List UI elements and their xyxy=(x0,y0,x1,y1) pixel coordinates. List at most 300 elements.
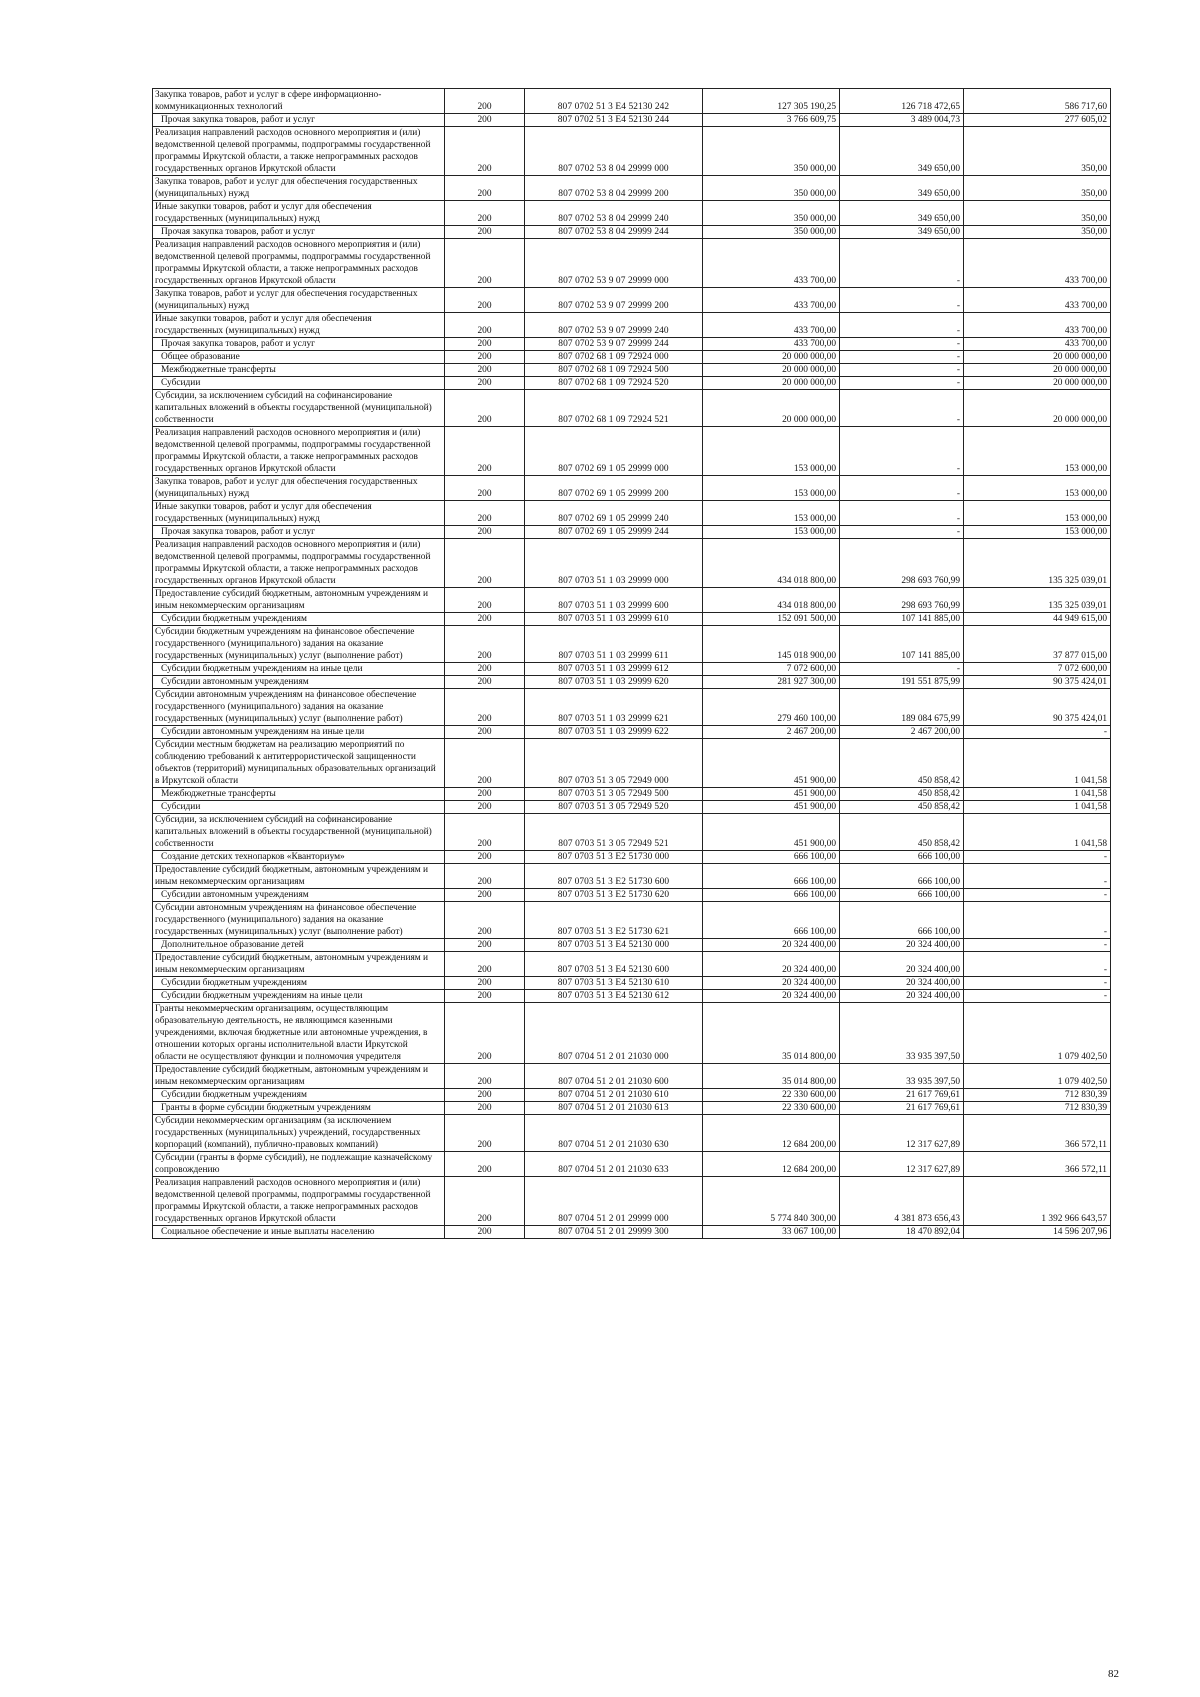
row-line-code: 200 xyxy=(445,1115,525,1152)
row-unexecuted-amount: 90 375 424,01 xyxy=(964,676,1111,689)
row-budget-code: 807 0704 51 2 01 21030 633 xyxy=(525,1152,703,1177)
row-executed-amount: - xyxy=(840,377,964,390)
row-approved-amount: 2 467 200,00 xyxy=(703,726,840,739)
row-budget-code: 807 0703 51 1 03 29999 600 xyxy=(525,588,703,613)
row-line-code: 200 xyxy=(445,663,525,676)
row-name: Субсидии автономным учреждениям на финансовое обеспечение государственного (муниципального) задания на оказание государственных (муниципальных) услуг (выполнение работ) xyxy=(153,689,445,726)
row-budget-code: 807 0702 53 9 07 29999 200 xyxy=(525,288,703,313)
table-row xyxy=(153,1003,1111,1064)
row-budget-code: 807 0702 51 3 E4 52130 244 xyxy=(525,114,703,127)
row-name: Прочая закупка товаров, работ и услуг xyxy=(153,226,445,239)
table-row xyxy=(153,588,1111,613)
row-line-code: 200 xyxy=(445,176,525,201)
row-line-code: 200 xyxy=(445,676,525,689)
row-unexecuted-amount: - xyxy=(964,851,1111,864)
row-unexecuted-amount: 14 596 207,96 xyxy=(964,1226,1111,1239)
row-unexecuted-amount: 135 325 039,01 xyxy=(964,539,1111,588)
row-line-code: 200 xyxy=(445,613,525,626)
row-approved-amount: 451 900,00 xyxy=(703,801,840,814)
row-executed-amount: - xyxy=(840,364,964,377)
row-line-code: 200 xyxy=(445,526,525,539)
row-budget-code: 807 0702 53 9 07 29999 244 xyxy=(525,338,703,351)
table-row xyxy=(153,313,1111,338)
row-executed-amount: 107 141 885,00 xyxy=(840,613,964,626)
row-budget-code: 807 0702 68 1 09 72924 521 xyxy=(525,390,703,427)
row-line-code: 200 xyxy=(445,902,525,939)
row-line-code: 200 xyxy=(445,851,525,864)
row-executed-amount: 450 858,42 xyxy=(840,739,964,788)
row-line-code: 200 xyxy=(445,1152,525,1177)
row-budget-code: 807 0703 51 1 03 29999 612 xyxy=(525,663,703,676)
row-budget-code: 807 0704 51 2 01 21030 610 xyxy=(525,1089,703,1102)
row-line-code: 200 xyxy=(445,990,525,1003)
row-budget-code: 807 0702 69 1 05 29999 200 xyxy=(525,476,703,501)
row-approved-amount: 666 100,00 xyxy=(703,864,840,889)
row-approved-amount: 279 460 100,00 xyxy=(703,689,840,726)
row-budget-code: 807 0703 51 1 03 29999 000 xyxy=(525,539,703,588)
row-executed-amount: 18 470 892,04 xyxy=(840,1226,964,1239)
row-unexecuted-amount: 350,00 xyxy=(964,127,1111,176)
row-name: Субсидии xyxy=(153,801,445,814)
row-unexecuted-amount: 1 079 402,50 xyxy=(964,1003,1111,1064)
table-row xyxy=(153,990,1111,1003)
table-row xyxy=(153,1089,1111,1102)
row-unexecuted-amount: 153 000,00 xyxy=(964,526,1111,539)
row-unexecuted-amount: 712 830,39 xyxy=(964,1089,1111,1102)
table-row xyxy=(153,288,1111,313)
row-unexecuted-amount: 1 041,58 xyxy=(964,801,1111,814)
row-name: Субсидии бюджетным учреждениям на финансовое обеспечение государственного (муниципального) задания на оказание государственных (муниципальных) услуг (выполнение работ) xyxy=(153,626,445,663)
row-unexecuted-amount: 712 830,39 xyxy=(964,1102,1111,1115)
row-line-code: 200 xyxy=(445,626,525,663)
row-line-code: 200 xyxy=(445,1064,525,1089)
row-line-code: 200 xyxy=(445,1102,525,1115)
row-line-code: 200 xyxy=(445,239,525,288)
row-name: Предоставление субсидий бюджетным, автономным учреждениям и иным некоммерческим организациям xyxy=(153,952,445,977)
row-approved-amount: 20 324 400,00 xyxy=(703,952,840,977)
row-approved-amount: 5 774 840 300,00 xyxy=(703,1177,840,1226)
row-executed-amount: - xyxy=(840,663,964,676)
row-budget-code: 807 0703 51 3 E2 51730 600 xyxy=(525,864,703,889)
row-name: Реализация направлений расходов основного мероприятия и (или) ведомственной целевой программы, подпрограммы государственной программы Иркутской области, а также непрограммных расходов государственных органов Иркутской области xyxy=(153,127,445,176)
row-budget-code: 807 0702 69 1 05 29999 000 xyxy=(525,427,703,476)
row-executed-amount: 20 324 400,00 xyxy=(840,990,964,1003)
row-line-code: 200 xyxy=(445,201,525,226)
row-unexecuted-amount: 586 717,60 xyxy=(964,89,1111,114)
row-approved-amount: 666 100,00 xyxy=(703,889,840,902)
row-unexecuted-amount: 7 072 600,00 xyxy=(964,663,1111,676)
row-executed-amount: 33 935 397,50 xyxy=(840,1064,964,1089)
row-line-code: 200 xyxy=(445,390,525,427)
row-executed-amount: 666 100,00 xyxy=(840,864,964,889)
row-name: Реализация направлений расходов основного мероприятия и (или) ведомственной целевой программы, подпрограммы государственной программы Иркутской области, а также непрограммных расходов государственных органов Иркутской области xyxy=(153,239,445,288)
row-approved-amount: 433 700,00 xyxy=(703,288,840,313)
row-unexecuted-amount: 277 605,02 xyxy=(964,114,1111,127)
row-approved-amount: 20 000 000,00 xyxy=(703,390,840,427)
row-line-code: 200 xyxy=(445,788,525,801)
row-approved-amount: 152 091 500,00 xyxy=(703,613,840,626)
row-approved-amount: 434 018 800,00 xyxy=(703,539,840,588)
row-line-code: 200 xyxy=(445,364,525,377)
row-approved-amount: 451 900,00 xyxy=(703,814,840,851)
table-row xyxy=(153,1152,1111,1177)
row-unexecuted-amount: 350,00 xyxy=(964,176,1111,201)
row-executed-amount: 349 650,00 xyxy=(840,176,964,201)
row-unexecuted-amount: 135 325 039,01 xyxy=(964,588,1111,613)
row-executed-amount: 666 100,00 xyxy=(840,851,964,864)
row-approved-amount: 22 330 600,00 xyxy=(703,1089,840,1102)
row-approved-amount: 22 330 600,00 xyxy=(703,1102,840,1115)
row-line-code: 200 xyxy=(445,939,525,952)
table-row xyxy=(153,351,1111,364)
row-budget-code: 807 0702 53 8 04 29999 240 xyxy=(525,201,703,226)
row-executed-amount: - xyxy=(840,313,964,338)
row-line-code: 200 xyxy=(445,89,525,114)
row-budget-code: 807 0702 53 9 07 29999 000 xyxy=(525,239,703,288)
row-executed-amount: 189 084 675,99 xyxy=(840,689,964,726)
table-row xyxy=(153,176,1111,201)
table-row xyxy=(153,1115,1111,1152)
row-budget-code: 807 0703 51 3 E4 52130 600 xyxy=(525,952,703,977)
row-name: Создание детских технопарков «Кванториум» xyxy=(153,851,445,864)
row-line-code: 200 xyxy=(445,539,525,588)
row-budget-code: 807 0702 68 1 09 72924 000 xyxy=(525,351,703,364)
row-executed-amount: 666 100,00 xyxy=(840,902,964,939)
table-row xyxy=(153,613,1111,626)
row-line-code: 200 xyxy=(445,288,525,313)
row-approved-amount: 33 067 100,00 xyxy=(703,1226,840,1239)
row-name: Субсидии бюджетным учреждениям xyxy=(153,613,445,626)
row-line-code: 200 xyxy=(445,501,525,526)
row-name: Межбюджетные трансферты xyxy=(153,788,445,801)
row-name: Иные закупки товаров, работ и услуг для обеспечения государственных (муниципальных) нужд xyxy=(153,313,445,338)
row-name: Субсидии (гранты в форме субсидий), не подлежащие казначейскому сопровождению xyxy=(153,1152,445,1177)
row-approved-amount: 35 014 800,00 xyxy=(703,1064,840,1089)
row-budget-code: 807 0702 51 3 E4 52130 242 xyxy=(525,89,703,114)
row-executed-amount: 450 858,42 xyxy=(840,788,964,801)
row-executed-amount: - xyxy=(840,526,964,539)
row-name: Межбюджетные трансферты xyxy=(153,364,445,377)
row-line-code: 200 xyxy=(445,351,525,364)
row-approved-amount: 666 100,00 xyxy=(703,902,840,939)
table-row xyxy=(153,364,1111,377)
row-name: Субсидии, за исключением субсидий на софинансирование капитальных вложений в объекты государственной (муниципальной) собственности xyxy=(153,390,445,427)
row-unexecuted-amount: 433 700,00 xyxy=(964,288,1111,313)
row-unexecuted-amount: 20 000 000,00 xyxy=(964,390,1111,427)
table-row xyxy=(153,788,1111,801)
row-unexecuted-amount: 153 000,00 xyxy=(964,501,1111,526)
row-line-code: 200 xyxy=(445,476,525,501)
row-budget-code: 807 0703 51 1 03 29999 621 xyxy=(525,689,703,726)
row-name: Закупка товаров, работ и услуг для обеспечения государственных (муниципальных) нужд xyxy=(153,476,445,501)
row-budget-code: 807 0703 51 3 E4 52130 612 xyxy=(525,990,703,1003)
row-name: Субсидии бюджетным учреждениям на иные цели xyxy=(153,663,445,676)
row-name: Субсидии автономным учреждениям на финансовое обеспечение государственного (муниципального) задания на оказание государственных (муниципальных) услуг (выполнение работ) xyxy=(153,902,445,939)
row-name: Прочая закупка товаров, работ и услуг xyxy=(153,114,445,127)
row-line-code: 200 xyxy=(445,127,525,176)
row-unexecuted-amount: 1 041,58 xyxy=(964,739,1111,788)
row-approved-amount: 20 324 400,00 xyxy=(703,977,840,990)
row-unexecuted-amount: - xyxy=(964,889,1111,902)
row-budget-code: 807 0702 53 8 04 29999 244 xyxy=(525,226,703,239)
row-line-code: 200 xyxy=(445,689,525,726)
row-line-code: 200 xyxy=(445,889,525,902)
row-budget-code: 807 0703 51 3 E2 51730 620 xyxy=(525,889,703,902)
row-name: Субсидии бюджетным учреждениям на иные цели xyxy=(153,990,445,1003)
row-unexecuted-amount: 350,00 xyxy=(964,226,1111,239)
row-approved-amount: 433 700,00 xyxy=(703,313,840,338)
table-row xyxy=(153,1064,1111,1089)
row-line-code: 200 xyxy=(445,226,525,239)
row-approved-amount: 153 000,00 xyxy=(703,476,840,501)
row-budget-code: 807 0703 51 1 03 29999 622 xyxy=(525,726,703,739)
row-budget-code: 807 0703 51 1 03 29999 610 xyxy=(525,613,703,626)
row-name: Закупка товаров, работ и услуг для обеспечения государственных (муниципальных) нужд xyxy=(153,176,445,201)
table-row xyxy=(153,739,1111,788)
row-unexecuted-amount: - xyxy=(964,939,1111,952)
table-row xyxy=(153,689,1111,726)
row-name: Субсидии местным бюджетам на реализацию мероприятий по соблюдению требований к антитеррористической защищенности объектов (территорий) муниципальных образовательных организаций в Иркутской области xyxy=(153,739,445,788)
row-unexecuted-amount: - xyxy=(964,864,1111,889)
row-line-code: 200 xyxy=(445,313,525,338)
table-row xyxy=(153,338,1111,351)
row-approved-amount: 350 000,00 xyxy=(703,226,840,239)
row-unexecuted-amount: - xyxy=(964,726,1111,739)
row-unexecuted-amount: 433 700,00 xyxy=(964,239,1111,288)
row-name: Реализация направлений расходов основного мероприятия и (или) ведомственной целевой программы, подпрограммы государственной программы Иркутской области, а также непрограммных расходов государственных органов Иркутской области xyxy=(153,539,445,588)
row-line-code: 200 xyxy=(445,1003,525,1064)
row-approved-amount: 666 100,00 xyxy=(703,851,840,864)
table-row xyxy=(153,377,1111,390)
table-row xyxy=(153,127,1111,176)
row-line-code: 200 xyxy=(445,864,525,889)
row-name: Гранты в форме субсидии бюджетным учреждениям xyxy=(153,1102,445,1115)
row-executed-amount: - xyxy=(840,427,964,476)
row-executed-amount: 20 324 400,00 xyxy=(840,977,964,990)
row-approved-amount: 35 014 800,00 xyxy=(703,1003,840,1064)
row-executed-amount: - xyxy=(840,476,964,501)
row-unexecuted-amount: 44 949 615,00 xyxy=(964,613,1111,626)
row-budget-code: 807 0702 53 9 07 29999 240 xyxy=(525,313,703,338)
row-approved-amount: 20 324 400,00 xyxy=(703,990,840,1003)
row-budget-code: 807 0704 51 2 01 21030 613 xyxy=(525,1102,703,1115)
row-executed-amount: 21 617 769,61 xyxy=(840,1102,964,1115)
row-budget-code: 807 0704 51 2 01 21030 600 xyxy=(525,1064,703,1089)
row-line-code: 200 xyxy=(445,952,525,977)
row-executed-amount: 126 718 472,65 xyxy=(840,89,964,114)
row-budget-code: 807 0703 51 3 E4 52130 610 xyxy=(525,977,703,990)
row-name: Предоставление субсидий бюджетным, автономным учреждениям и иным некоммерческим организациям xyxy=(153,588,445,613)
row-name: Социальное обеспечение и иные выплаты населению xyxy=(153,1226,445,1239)
row-name: Прочая закупка товаров, работ и услуг xyxy=(153,526,445,539)
table-body xyxy=(153,89,1111,1239)
row-budget-code: 807 0704 51 2 01 29999 000 xyxy=(525,1177,703,1226)
row-approved-amount: 12 684 200,00 xyxy=(703,1152,840,1177)
row-budget-code: 807 0703 51 3 05 72949 521 xyxy=(525,814,703,851)
row-unexecuted-amount: 1 041,58 xyxy=(964,788,1111,801)
row-unexecuted-amount: 433 700,00 xyxy=(964,338,1111,351)
row-name: Закупка товаров, работ и услуг в сфере информационно-коммуникационных технологий xyxy=(153,89,445,114)
row-unexecuted-amount: 153 000,00 xyxy=(964,427,1111,476)
table-row xyxy=(153,201,1111,226)
row-name: Субсидии автономным учреждениям на иные цели xyxy=(153,726,445,739)
row-name: Субсидии бюджетным учреждениям xyxy=(153,1089,445,1102)
row-approved-amount: 127 305 190,25 xyxy=(703,89,840,114)
table-row xyxy=(153,663,1111,676)
row-approved-amount: 20 000 000,00 xyxy=(703,351,840,364)
row-unexecuted-amount: - xyxy=(964,902,1111,939)
row-unexecuted-amount: 350,00 xyxy=(964,201,1111,226)
table-row xyxy=(153,1226,1111,1239)
row-name: Иные закупки товаров, работ и услуг для обеспечения государственных (муниципальных) нужд xyxy=(153,201,445,226)
table-row xyxy=(153,939,1111,952)
table-row xyxy=(153,851,1111,864)
row-budget-code: 807 0703 51 3 E4 52130 000 xyxy=(525,939,703,952)
row-name: Субсидии xyxy=(153,377,445,390)
row-executed-amount: 107 141 885,00 xyxy=(840,626,964,663)
table-row xyxy=(153,239,1111,288)
row-line-code: 200 xyxy=(445,726,525,739)
row-executed-amount: - xyxy=(840,390,964,427)
table-row xyxy=(153,114,1111,127)
row-approved-amount: 281 927 300,00 xyxy=(703,676,840,689)
row-approved-amount: 20 324 400,00 xyxy=(703,939,840,952)
row-name: Субсидии автономным учреждениям xyxy=(153,676,445,689)
row-approved-amount: 20 000 000,00 xyxy=(703,364,840,377)
row-budget-code: 807 0702 53 8 04 29999 000 xyxy=(525,127,703,176)
row-executed-amount: 666 100,00 xyxy=(840,889,964,902)
row-executed-amount: 349 650,00 xyxy=(840,226,964,239)
row-budget-code: 807 0703 51 1 03 29999 611 xyxy=(525,626,703,663)
row-executed-amount: - xyxy=(840,501,964,526)
table-row xyxy=(153,864,1111,889)
row-line-code: 200 xyxy=(445,1177,525,1226)
row-name: Субсидии автономным учреждениям xyxy=(153,889,445,902)
table-row xyxy=(153,726,1111,739)
row-unexecuted-amount: - xyxy=(964,952,1111,977)
row-executed-amount: 191 551 875,99 xyxy=(840,676,964,689)
row-approved-amount: 350 000,00 xyxy=(703,127,840,176)
table-row xyxy=(153,889,1111,902)
row-approved-amount: 350 000,00 xyxy=(703,201,840,226)
row-budget-code: 807 0704 51 2 01 21030 000 xyxy=(525,1003,703,1064)
row-executed-amount: 450 858,42 xyxy=(840,801,964,814)
row-unexecuted-amount: 366 572,11 xyxy=(964,1152,1111,1177)
row-budget-code: 807 0703 51 3 05 72949 500 xyxy=(525,788,703,801)
row-unexecuted-amount: 1 392 966 643,57 xyxy=(964,1177,1111,1226)
row-unexecuted-amount: 153 000,00 xyxy=(964,476,1111,501)
table-row xyxy=(153,526,1111,539)
row-name: Предоставление субсидий бюджетным, автономным учреждениям и иным некоммерческим организациям xyxy=(153,864,445,889)
row-approved-amount: 153 000,00 xyxy=(703,501,840,526)
row-budget-code: 807 0702 53 8 04 29999 200 xyxy=(525,176,703,201)
row-executed-amount: 33 935 397,50 xyxy=(840,1003,964,1064)
row-approved-amount: 350 000,00 xyxy=(703,176,840,201)
row-budget-code: 807 0703 51 3 05 72949 520 xyxy=(525,801,703,814)
row-budget-code: 807 0704 51 2 01 21030 630 xyxy=(525,1115,703,1152)
table-row xyxy=(153,476,1111,501)
row-name: Прочая закупка товаров, работ и услуг xyxy=(153,338,445,351)
row-approved-amount: 451 900,00 xyxy=(703,788,840,801)
row-executed-amount: 20 324 400,00 xyxy=(840,939,964,952)
row-approved-amount: 7 072 600,00 xyxy=(703,663,840,676)
row-name: Иные закупки товаров, работ и услуг для обеспечения государственных (муниципальных) нужд xyxy=(153,501,445,526)
row-name: Реализация направлений расходов основного мероприятия и (или) ведомственной целевой программы, подпрограммы государственной программы Иркутской области, а также непрограммных расходов государственных органов Иркутской области xyxy=(153,427,445,476)
row-line-code: 200 xyxy=(445,427,525,476)
row-name: Реализация направлений расходов основного мероприятия и (или) ведомственной целевой программы, подпрограммы государственной программы Иркутской области, а также непрограммных расходов государственных органов Иркутской области xyxy=(153,1177,445,1226)
row-executed-amount: 450 858,42 xyxy=(840,814,964,851)
row-line-code: 200 xyxy=(445,377,525,390)
row-line-code: 200 xyxy=(445,338,525,351)
row-line-code: 200 xyxy=(445,1089,525,1102)
row-approved-amount: 12 684 200,00 xyxy=(703,1115,840,1152)
row-budget-code: 807 0702 69 1 05 29999 244 xyxy=(525,526,703,539)
table-row xyxy=(153,226,1111,239)
row-approved-amount: 434 018 800,00 xyxy=(703,588,840,613)
row-approved-amount: 20 000 000,00 xyxy=(703,377,840,390)
row-unexecuted-amount: - xyxy=(964,990,1111,1003)
row-executed-amount: - xyxy=(840,351,964,364)
row-name: Субсидии бюджетным учреждениям xyxy=(153,977,445,990)
row-executed-amount: 349 650,00 xyxy=(840,201,964,226)
table-row xyxy=(153,1177,1111,1226)
row-unexecuted-amount: 20 000 000,00 xyxy=(964,377,1111,390)
row-executed-amount: 298 693 760,99 xyxy=(840,539,964,588)
table-row xyxy=(153,390,1111,427)
row-executed-amount: - xyxy=(840,239,964,288)
row-approved-amount: 153 000,00 xyxy=(703,427,840,476)
row-line-code: 200 xyxy=(445,114,525,127)
row-unexecuted-amount: 1 079 402,50 xyxy=(964,1064,1111,1089)
row-approved-amount: 145 018 900,00 xyxy=(703,626,840,663)
row-name: Закупка товаров, работ и услуг для обеспечения государственных (муниципальных) нужд xyxy=(153,288,445,313)
row-budget-code: 807 0702 69 1 05 29999 240 xyxy=(525,501,703,526)
row-budget-code: 807 0703 51 3 05 72949 000 xyxy=(525,739,703,788)
row-executed-amount: 12 317 627,89 xyxy=(840,1115,964,1152)
row-budget-code: 807 0703 51 3 E2 51730 621 xyxy=(525,902,703,939)
row-unexecuted-amount: - xyxy=(964,977,1111,990)
row-line-code: 200 xyxy=(445,739,525,788)
table-row xyxy=(153,977,1111,990)
row-unexecuted-amount: 90 375 424,01 xyxy=(964,689,1111,726)
table-row xyxy=(153,902,1111,939)
row-budget-code: 807 0702 68 1 09 72924 500 xyxy=(525,364,703,377)
row-executed-amount: - xyxy=(840,288,964,313)
table-row xyxy=(153,427,1111,476)
row-executed-amount: 21 617 769,61 xyxy=(840,1089,964,1102)
row-budget-code: 807 0703 51 1 03 29999 620 xyxy=(525,676,703,689)
row-name: Субсидии некоммерческим организациям (за исключением государственных (муниципальных) учреждений, государственных корпораций (компаний), публично-правовых компаний) xyxy=(153,1115,445,1152)
row-line-code: 200 xyxy=(445,801,525,814)
row-executed-amount: 3 489 004,73 xyxy=(840,114,964,127)
row-name: Гранты некоммерческим организациям, осуществляющим образовательную деятельность, не являющимся казенными учреждениями, включая бюджетные или автономные учреждения, в отношении которых органы исполнительной власти Иркутской области не осуществляют функции и полномочия учредителя xyxy=(153,1003,445,1064)
table-row xyxy=(153,89,1111,114)
row-budget-code: 807 0703 51 3 E2 51730 000 xyxy=(525,851,703,864)
row-name: Дополнительное образование детей xyxy=(153,939,445,952)
table-row xyxy=(153,676,1111,689)
row-executed-amount: 349 650,00 xyxy=(840,127,964,176)
row-unexecuted-amount: 20 000 000,00 xyxy=(964,364,1111,377)
row-unexecuted-amount: 366 572,11 xyxy=(964,1115,1111,1152)
row-executed-amount: - xyxy=(840,338,964,351)
row-approved-amount: 433 700,00 xyxy=(703,239,840,288)
row-approved-amount: 153 000,00 xyxy=(703,526,840,539)
row-approved-amount: 3 766 609,75 xyxy=(703,114,840,127)
row-approved-amount: 433 700,00 xyxy=(703,338,840,351)
row-name: Субсидии, за исключением субсидий на софинансирование капитальных вложений в объекты государственной (муниципальной) собственности xyxy=(153,814,445,851)
row-executed-amount: 12 317 627,89 xyxy=(840,1152,964,1177)
row-executed-amount: 20 324 400,00 xyxy=(840,952,964,977)
